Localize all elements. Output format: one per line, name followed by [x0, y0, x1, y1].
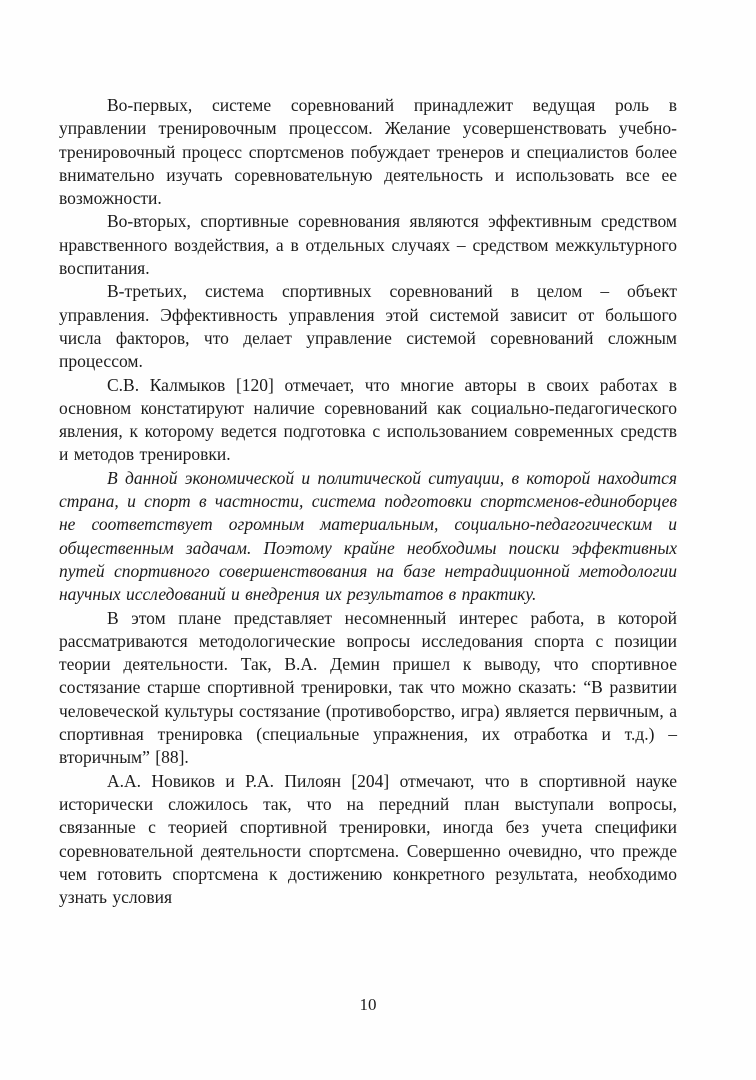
page-number: 10 — [359, 995, 377, 1014]
paragraph-7: А.А. Новиков и Р.А. Пилоян [204] отмечают, что в спортивной науке исторически сложилось так, что на передний план выступали вопросы, связанные с теорией спортивной тренировки, иногда без учета специфики соревновательной деятельности спортсмена. Совершенно очевидно, что прежде чем готовить спортсмена к достижению конкретного результата, необходимо узнать условия — [59, 770, 677, 908]
paragraph-6: В этом плане представляет несомненный интерес работа, в которой рассматриваются методологические вопросы исследования спорта с позиции теории деятельности. Так, В.А. Демин пришел к выводу, что спортивное состязание старше спортивной тренировки, так что можно сказать: “В развитии человеческой культуры состязание (противоборство, игра) является первичным, а спортивная тренировка (специальные упражнения, их отработка и т.д.) – вторичным” [88]. — [59, 607, 677, 768]
paragraph-1: Во-первых, системе соревнований принадлежит ведущая роль в управлении тренировочным процессом. Желание усовершенствовать учебно-тренировочный процесс спортсменов побуждает тренеров и специалистов более внимательно изучать соревновательную деятельность и использовать все ее возможности. — [59, 95, 677, 209]
paragraph-3: В-третьих, система спортивных соревнований в целом – объект управления. Эффективность управления этой системой зависит от большого числа факторов, что делает управление системой соревнований сложным процессом. — [59, 281, 677, 372]
paragraph-4: С.В. Калмыков [120] отмечает, что многие авторы в своих работах в основном констатируют наличие соревнований как социально-педагогического явления, к которому ведется подготовка с использованием современных средств и методов тренировки. — [59, 374, 677, 465]
paragraph-5-italic: В данной экономической и политической ситуации, в которой находится страна, и спорт в частности, система подготовки спортсменов-единоборцев не соответствует огромным материальным, социально-педагогическим и общественным задачам. Поэтому крайне необходимы поиски эффективных путей спортивного совершенствования на базе нетрадиционной методологии научных исследований и внедрения их результатов в практику. — [59, 467, 677, 605]
text-block — [59, 94, 677, 909]
paragraph-2: Во-вторых, спортивные соревнования являются эффективным средством нравственного воздействия, а в отдельных случаях – средством межкультурного воспитания. — [59, 211, 677, 279]
